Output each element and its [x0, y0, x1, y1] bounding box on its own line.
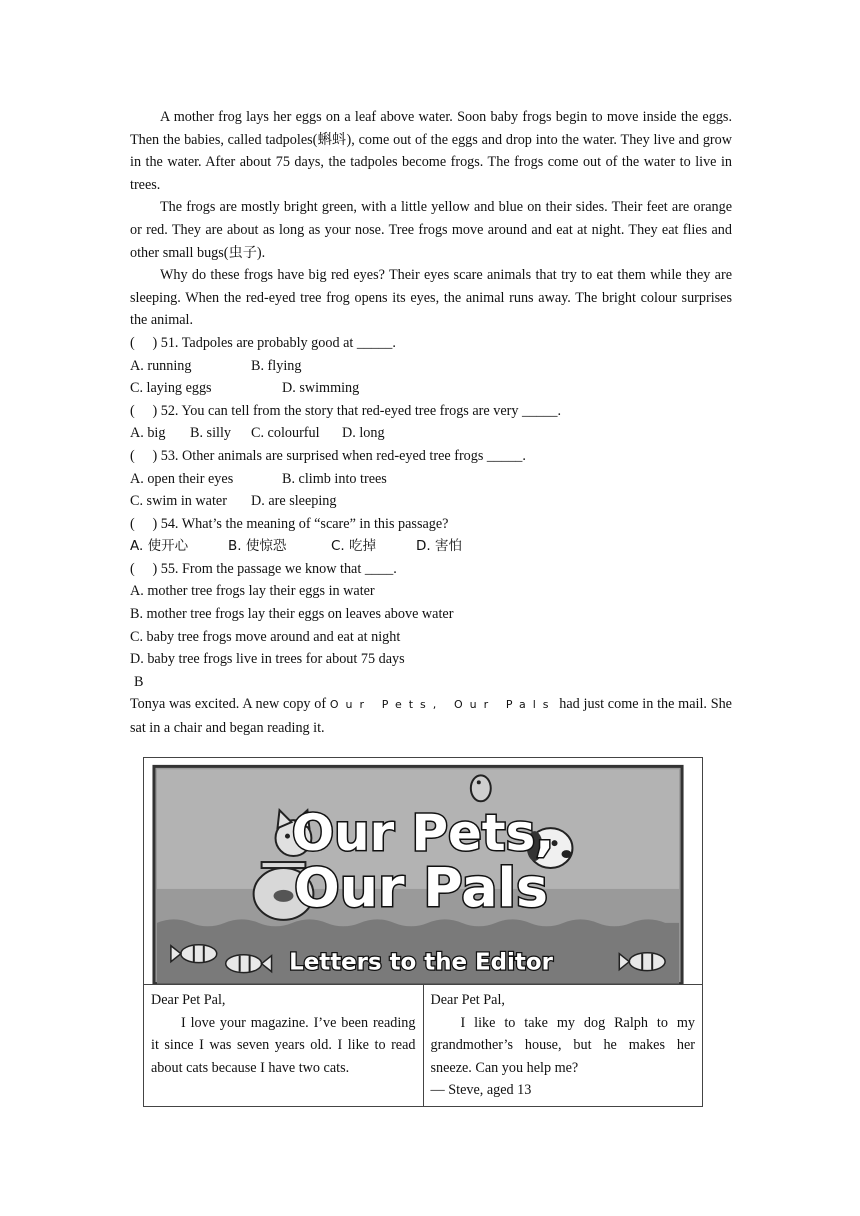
- question-52-stem: ( ) 52. You can tell from the story that red-eyed tree frogs are very _____.: [130, 402, 562, 419]
- letter-2-body: I like to take my dog Ralph to my grandmother’s house, but he makes her sneeze. Can you help me?: [430, 1014, 695, 1076]
- question-52-options: [130, 422, 732, 445]
- question-51-stem: ( ) 51. Tadpoles are probably good at _____.: [130, 334, 396, 351]
- letter-1: [144, 985, 424, 1107]
- question-53-options-row-1: [130, 468, 732, 491]
- question-54-option-c: C. 吃掉: [331, 538, 377, 555]
- magazine-banner-cell: [144, 758, 703, 985]
- bird-icon: [471, 775, 491, 801]
- question-53-stem: ( ) 53. Other animals are surprised when red-eyed tree frogs _____.: [130, 447, 526, 464]
- passage-a-paragraph-1: A mother frog lays her eggs on a leaf above water. Soon baby frogs begin to move inside the eggs. Then the babies, called tadpoles(蝌蚪), come out of the eggs and drop into the water. They live and grow in the water. After about 75 days, the tadpoles become frogs. The frogs come out of the water to live in trees.: [130, 109, 732, 193]
- question-53-option-c: C. swim in water: [130, 493, 227, 510]
- worksheet-page: [130, 106, 732, 740]
- passage-a-paragraph-2: The frogs are mostly bright green, with a little yellow and blue on their sides. Their feet are orange or red. They are about as long as your nose. Tree frogs move around and eat at night. They eat flies and other small bugs(虫子).: [130, 199, 732, 261]
- letters-table: [143, 757, 703, 1107]
- passage-b-intro-start: Tonya was excited. A new copy of: [130, 696, 330, 713]
- question-55-option-a: A. mother tree frogs lay their eggs in water: [130, 583, 375, 600]
- question-53-option-b: B. climb into trees: [282, 470, 387, 487]
- question-54-option-b: B. 使惊恐: [228, 538, 287, 555]
- letter-2: [423, 985, 703, 1107]
- question-53-option-d: D. are sleeping: [251, 493, 337, 510]
- passage-a-paragraph-3: Why do these frogs have big red eyes? Their eyes scare animals that try to eat them while they are sleeping. When the red-eyed tree frog opens its eyes, the animal runs away. The bright colour surprises the animal.: [130, 267, 732, 329]
- question-51-option-d: D. swimming: [282, 380, 360, 397]
- question-55-option-c: C. baby tree frogs move around and eat at night: [130, 628, 401, 645]
- question-52-option-d: D. long: [342, 425, 385, 442]
- magazine-title: Our Pets, Our Pals: [329, 698, 556, 712]
- letter-1-body: I love your magazine. I’ve been reading it since I was seven years old. I like to read about cats because I have two cats.: [151, 1014, 416, 1076]
- passage-b-intro-end: had just come in the mail. She sat in a chair and began reading it.: [130, 696, 732, 737]
- question-54-option-d: D. 害怕: [416, 538, 462, 555]
- magazine-banner: [144, 758, 702, 984]
- question-52-option-c: C. colourful: [251, 425, 320, 442]
- question-52-option-a: A. big: [130, 425, 166, 442]
- question-55-option-b: B. mother tree frogs lay their eggs on leaves above water: [130, 606, 454, 623]
- question-51-option-c: C. laying eggs: [130, 380, 212, 397]
- question-51-option-a: A. running: [130, 357, 192, 374]
- banner-subtitle: Letters to the Editor: [289, 949, 553, 976]
- letter-2-signature: — Steve, aged 13: [430, 1082, 532, 1099]
- letter-2-greeting: Dear Pet Pal,: [430, 992, 505, 1008]
- question-55-stem: ( ) 55. From the passage we know that ____.: [130, 560, 397, 577]
- question-51-option-b: B. flying: [251, 357, 302, 374]
- section-b-label: B: [134, 673, 144, 690]
- question-51-options-row-2: [130, 377, 732, 400]
- question-54-option-a: A. 使开心: [130, 538, 189, 555]
- passage-b-intro: [130, 693, 732, 739]
- question-54-options: [130, 535, 732, 558]
- question-51-options-row-1: [130, 355, 732, 378]
- banner-title-line-2: Our Pals: [293, 855, 549, 919]
- question-52-option-b: B. silly: [190, 425, 231, 442]
- question-54-stem: ( ) 54. What’s the meaning of “scare” in this passage?: [130, 515, 449, 532]
- banner-title-line-1: Our Pets,: [291, 804, 555, 863]
- question-53-option-a: A. open their eyes: [130, 470, 234, 487]
- question-55-option-d: D. baby tree frogs live in trees for about 75 days: [130, 651, 405, 668]
- letter-1-greeting: Dear Pet Pal,: [151, 992, 226, 1008]
- question-53-options-row-2: [130, 490, 732, 513]
